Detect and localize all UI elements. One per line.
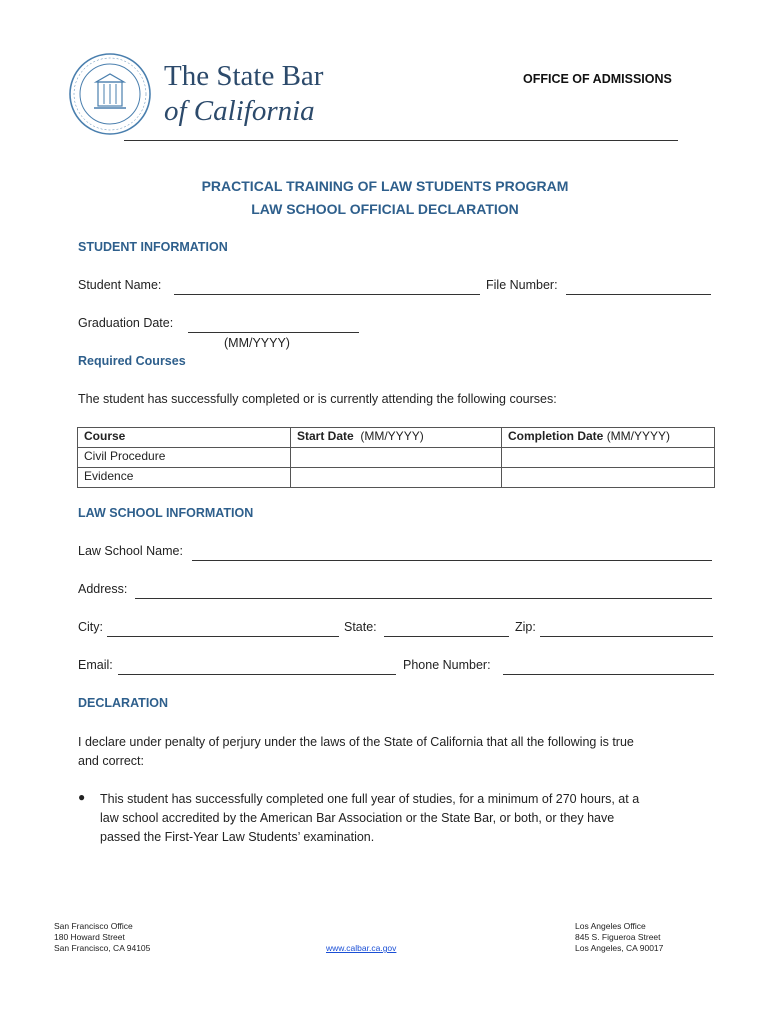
law-school-name-label: Law School Name: <box>78 544 183 558</box>
declaration-bullet-line2: law school accredited by the American Bar Association or the State Bar, or both, or they have <box>100 811 615 825</box>
col-completion-header: Completion Date <box>508 429 604 443</box>
declaration-bullet-line1: This student has successfully completed one full year of studies, for a minimum of 270 hours, at a <box>100 792 640 806</box>
org-name-line2: of California <box>164 95 315 127</box>
sf-office-line1: San Francisco Office <box>54 921 133 931</box>
table-row <box>78 448 715 468</box>
declaration-heading: DECLARATION <box>78 696 169 710</box>
address-field[interactable] <box>135 598 712 599</box>
col-completion-hint: (MM/YYYY) <box>606 429 671 443</box>
courses-table <box>77 427 715 488</box>
file-number-field[interactable] <box>566 294 711 295</box>
email-label: Email: <box>78 658 113 672</box>
col-start-hint: (MM/YYYY) <box>360 429 424 443</box>
start-date-cell[interactable] <box>291 448 502 468</box>
la-office-line3: Los Angeles, CA 90017 <box>575 943 664 953</box>
la-office-line1: Los Angeles Office <box>575 921 646 931</box>
zip-label: Zip: <box>515 620 536 634</box>
courses-intro: The student has successfully completed or is currently attending the following courses: <box>78 392 557 406</box>
law-school-name-field[interactable] <box>192 560 712 561</box>
sf-office-line2: 180 Howard Street <box>54 932 125 942</box>
course-name-cell: Civil Procedure <box>78 448 291 468</box>
col-start-header: Start Date <box>297 429 354 443</box>
state-bar-seal-logo <box>68 52 152 136</box>
email-field[interactable] <box>118 674 396 675</box>
state-label: State: <box>344 620 377 634</box>
bullet-icon: ● <box>78 790 86 804</box>
zip-field[interactable] <box>540 636 713 637</box>
graduation-date-label: Graduation Date: <box>78 316 174 330</box>
phone-number-field[interactable] <box>503 674 714 675</box>
graduation-date-field[interactable] <box>188 332 359 333</box>
student-name-field[interactable] <box>174 294 480 295</box>
start-date-cell[interactable] <box>291 468 502 488</box>
header-divider <box>124 140 678 141</box>
address-label: Address: <box>78 582 128 596</box>
table-header-row <box>78 428 715 448</box>
declaration-text-line1: I declare under penalty of perjury under the laws of the State of California that all the following is true <box>78 735 634 749</box>
city-label: City: <box>78 620 103 634</box>
org-name-line1: The State Bar <box>164 60 324 92</box>
declaration-text <box>78 733 634 771</box>
student-name-label: Student Name: <box>78 278 162 292</box>
form-title-line1: PRACTICAL TRAINING OF LAW STUDENTS PROGRAM <box>201 178 569 194</box>
file-number-label: File Number: <box>486 278 558 292</box>
state-field[interactable] <box>384 636 509 637</box>
sf-office-line3: San Francisco, CA 94105 <box>54 943 151 953</box>
sf-office-address <box>54 921 150 954</box>
student-info-heading: STUDENT INFORMATION <box>78 240 228 254</box>
declaration-text-line2: and correct: <box>78 754 145 768</box>
form-title-line2: LAW SCHOOL OFFICIAL DECLARATION <box>251 201 519 217</box>
office-label: OFFICE OF ADMISSIONS <box>523 72 672 86</box>
la-office-line2: 845 S. Figueroa Street <box>575 932 661 942</box>
la-office-address <box>575 921 663 954</box>
graduation-date-hint: (MM/YYYY) <box>224 336 290 350</box>
required-courses-heading: Required Courses <box>78 354 186 368</box>
website-link[interactable]: www.calbar.ca.gov <box>326 943 397 953</box>
declaration-bullet <box>100 790 639 847</box>
law-school-info-heading: LAW SCHOOL INFORMATION <box>78 506 254 520</box>
completion-date-cell[interactable] <box>502 468 715 488</box>
course-name-cell: Evidence <box>78 468 291 488</box>
declaration-bullet-line3: passed the First-Year Law Students’ examination. <box>100 830 375 844</box>
table-row <box>78 468 715 488</box>
city-field[interactable] <box>107 636 339 637</box>
phone-number-label: Phone Number: <box>403 658 491 672</box>
completion-date-cell[interactable] <box>502 448 715 468</box>
col-course-header: Course <box>84 429 126 443</box>
